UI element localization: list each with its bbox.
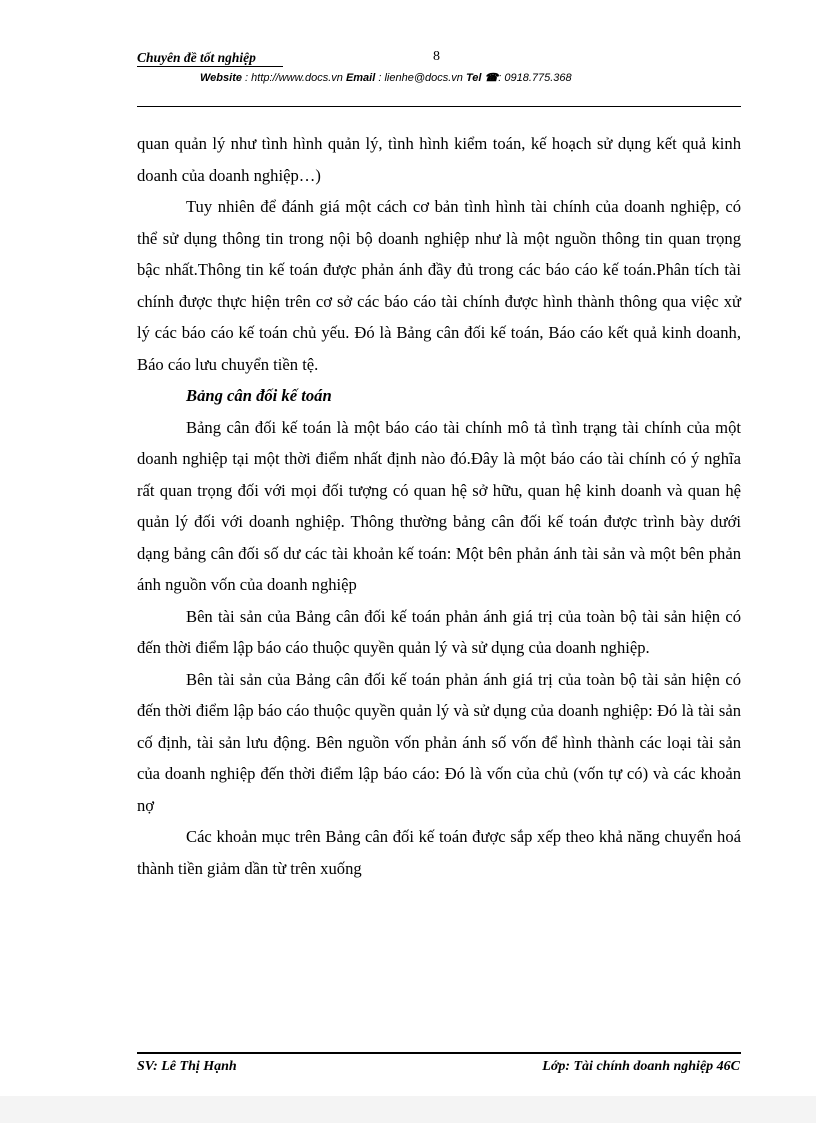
website-link[interactable]: : http://www.docs.vn [245,72,343,84]
footer-class: Lớp: Tài chính doanh nghiệp 46C [542,1059,740,1074]
paragraph: Các khoản mục trên Bảng cân đối kế toán được sắp xếp theo khả năng chuyển hoá thành tiền giảm dần từ trên xuống [137,827,741,878]
header-title: Chuyên đề tốt nghiệp [137,50,256,65]
tel-value: : 0918.775.368 [498,72,572,84]
paragraph: Bên tài sản của Bảng cân đối kế toán phản ánh giá trị của toàn bộ tài sản hiện có đến thời điểm lập báo cáo thuộc quyền quản lý và sử dụng của doanh nghiệp. [137,606,741,657]
footer-rule [137,1052,741,1054]
paragraph: Bảng cân đối kế toán là một báo cáo tài chính mô tả tình trạng tài chính của một doanh nghiệp tại một thời điểm nhất định nào đó.Đây là một báo cáo tài chính có ý nghĩa rất quan trọng đối với mọi đối tượng có quan hệ sở hữu, quan hệ kinh doanh và quan hệ quản lý đối với doanh nghiệp. Thông thường bảng cân đối kế toán được trình bày dưới dạng bảng cân đối số dư các tài khoản kế toán: Một bên phản ánh tài sản và một bên phản ánh nguồn vốn của doanh nghiệp [137,417,741,594]
paragraph: Tuy nhiên để đánh giá một cách cơ bản tình hình tài chính của doanh nghiệp, có thể sử dụng thông tin trong nội bộ doanh nghiệp như là một nguồn thông tin quan trọng bậc nhất.Thông tin kế toán được phản ánh đầy đủ trong các báo cáo kế toán.Phân tích tài chính được thực hiện trên cơ sở các báo cáo tài chính được hình thành thông qua việc xử lý các báo cáo kế toán chủ yếu. Đó là Bảng cân đối kế toán, Báo cáo kết quả kinh doanh, Báo cáo lưu chuyển tiền tệ. [137,197,741,374]
footer-student: SV: Lê Thị Hạnh [137,1059,237,1074]
tel-label: Tel [465,72,482,84]
paragraph: Bên tài sản của Bảng cân đối kế toán phản ánh giá trị của toàn bộ tài sản hiện có đến thời điểm lập báo cáo thuộc quyền quản lý và sử dụng của doanh nghiệp: Đó là tài sản cố định, tài sản lưu động. Bên nguồn vốn phản ánh số vốn để hình thành các loại tài sản của doanh nghiệp đến thời điểm lập báo cáo: Đó là vốn của chủ (vốn tự có) và các khoản nợ [137,669,741,815]
paragraph: quan quản lý như tình hình quản lý, tình hình kiểm toán, kế hoạch sử dụng kết quả kinh doanh của doanh nghiệp…) [137,134,741,185]
website-label: Website [200,72,242,84]
email-link[interactable]: : lienhe@docs.vn [378,72,463,84]
header-title-underline [137,66,283,67]
header-rule [137,106,741,107]
header-contact-line [200,71,572,84]
body-text [137,128,741,884]
page-bottom-margin [0,1096,816,1123]
section-heading: Bảng cân đối kế toán [186,386,332,405]
email-label: Email [345,72,376,84]
phone-icon: ☎ [484,72,499,84]
page-number: 8 [433,49,440,64]
